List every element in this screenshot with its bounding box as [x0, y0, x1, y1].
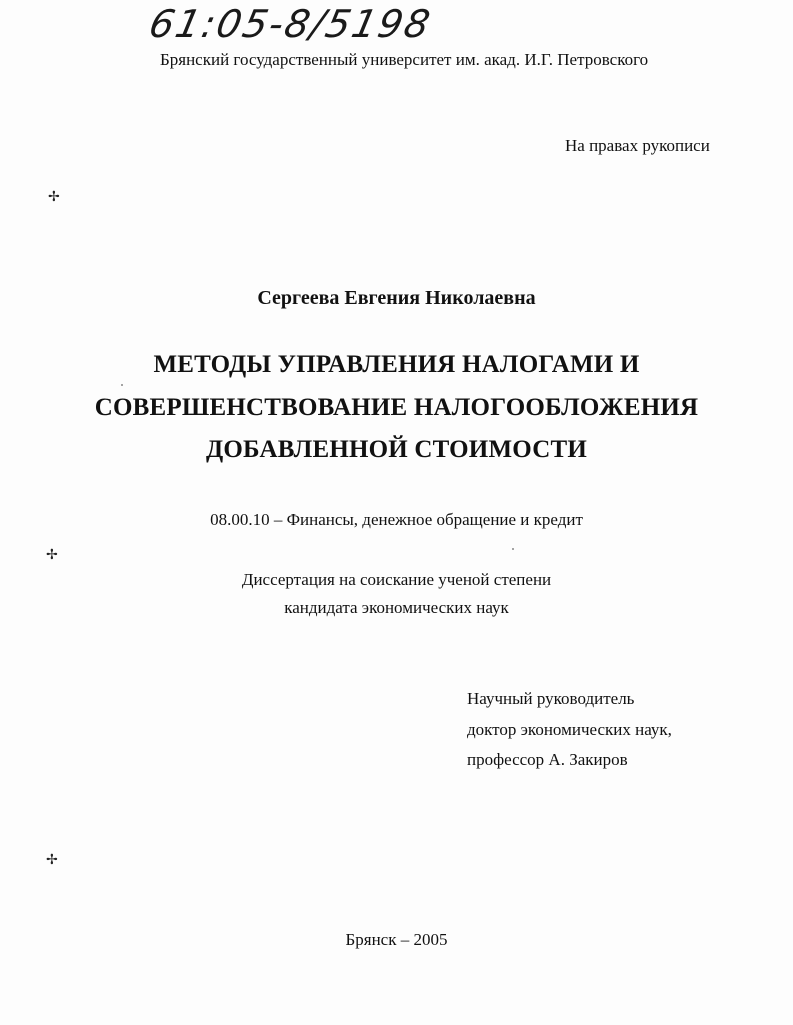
advisor-name: профессор А. Закиров — [467, 750, 628, 769]
dissertation-title-line-3: ДОБАВЛЕННОЙ СТОИМОСТИ — [206, 436, 587, 463]
manuscript-rights-note: На правах рукописи — [565, 136, 710, 155]
scan-speck — [512, 548, 514, 550]
dissertation-title-line-2: СОВЕРШЕНСТВОВАНИЕ НАЛОГООБЛОЖЕНИЯ — [94, 394, 699, 421]
advisor-degree: доктор экономических наук, — [467, 720, 672, 739]
dissertation-title-line-1: МЕТОДЫ УПРАВЛЕНИЯ НАЛОГАМИ И — [153, 351, 640, 378]
university-name: Брянский государственный университет им. акад. И.Г. Петровского — [160, 50, 649, 69]
scan-speck — [121, 384, 123, 386]
advisor-role: Научный руководитель — [467, 689, 635, 708]
margin-mark-icon: ✢ — [46, 852, 58, 868]
author-name: Сергеева Евгения Николаевна — [257, 287, 536, 309]
specialty-code: 08.00.10 – Финансы, денежное обращение и кредит — [210, 510, 583, 529]
margin-mark-icon: ✢ — [46, 547, 58, 563]
degree-statement-line-1: Диссертация на соискание ученой степени — [241, 570, 552, 589]
degree-statement-line-2: кандидата экономических наук — [284, 598, 509, 617]
margin-mark-icon: ✢ — [48, 189, 60, 205]
city-year: Брянск – 2005 — [345, 930, 448, 949]
archive-number-handwritten: 61:05-8/5198 — [145, 2, 436, 46]
